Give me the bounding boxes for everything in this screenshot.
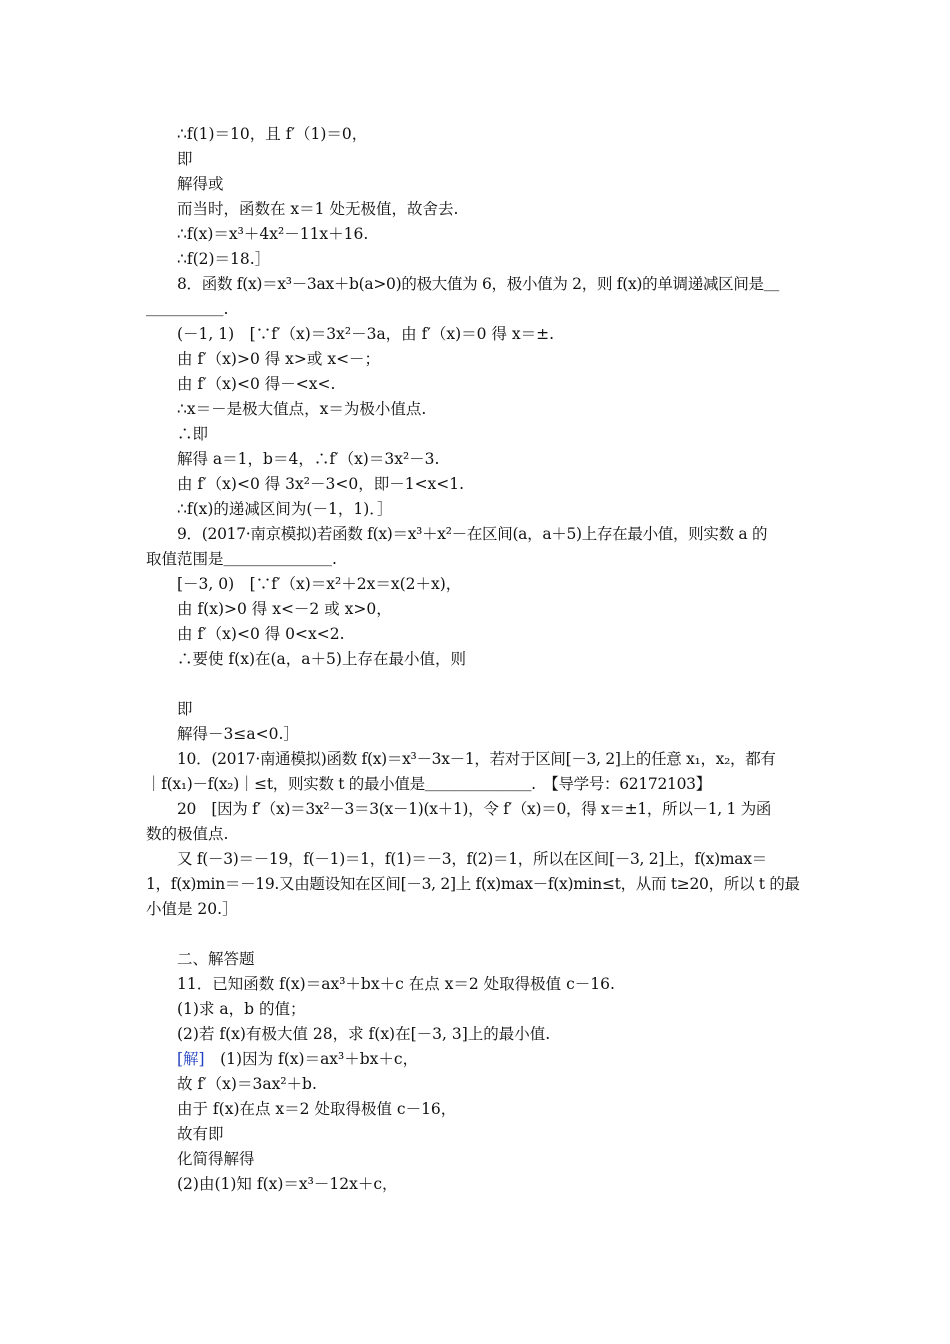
- text-line: ∴x＝－是极大值点，x＝为极小值点.: [177, 400, 427, 418]
- question-10: 10．(2017·南通模拟)函数 f(x)＝x³－3x－1，若对于区间[－3, 2]上的任意 x₁，x₂，都有: [177, 750, 776, 768]
- text-line: ∴f(x)＝x³＋4x²－11x＋16.: [177, 225, 369, 243]
- text-line: 即: [177, 150, 193, 168]
- answer-line: [－3, 0) [∵f′（x)＝x²＋2x＝x(2＋x)，: [177, 575, 462, 593]
- answer-line: (－1, 1) [∵f′（x)＝3x²－3a，由 f′（x)＝0 得 x＝±.: [177, 325, 555, 343]
- text-line: ∴f(x)的递减区间为(－1，1)．］: [177, 500, 393, 518]
- text-line: ∴要使 f(x)在(a，a＋5)上存在最小值，则: [177, 650, 466, 668]
- text-line: 而当时，函数在 x＝1 处无极值，故舍去.: [177, 200, 459, 218]
- answer-line: 20 [因为 f′（x)＝3x²－3＝3(x－1)(x＋1)，令 f′（x)＝0，得 x＝±1，所以－1, 1 为函: [177, 800, 772, 818]
- section-heading: 二、解答题: [177, 950, 255, 968]
- question-8: 8．函数 f(x)＝x³－3ax＋b(a>0)的极大值为 6，极小值为 2，则 f(x)的单调递减区间是＿: [177, 275, 779, 293]
- text-line: 化简得解得: [177, 1150, 255, 1168]
- text-line: 1，f(x)min＝－19.又由题设知在区间[－3, 2]上 f(x)max－f(x)min≤t，从而 t≥20，所以 t 的最: [146, 875, 800, 893]
- question-9: 9．(2017·南京模拟)若函数 f(x)＝x³＋x²－在区间(a，a＋5)上存在最小值，则实数 a 的: [177, 525, 768, 543]
- text-line: 解得 a＝1，b＝4，∴f′（x)＝3x²－3.: [177, 450, 440, 468]
- text-line: 故 f′（x)＝3ax²＋b.: [177, 1075, 317, 1093]
- text-line: (2)由(1)知 f(x)＝x³－12x＋c，: [177, 1175, 398, 1193]
- text-line: 由于 f(x)在点 x＝2 处取得极值 c－16，: [177, 1100, 457, 1118]
- text-line: 即: [177, 700, 193, 718]
- text-line: 由 f′（x)<0 得 0<x<2.: [177, 625, 345, 643]
- text-line: 由 f′（x)<0 得 3x²－3<0，即－1<x<1.: [177, 475, 465, 493]
- text-line: ∴即: [177, 425, 209, 443]
- solution-text: (1)因为 f(x)＝ax³＋bx＋c，: [204, 1050, 419, 1068]
- text-line: 又 f(－3)＝－19，f(－1)＝1，f(1)＝－3，f(2)＝1，所以在区间[－3, 2]上，f(x)max＝: [177, 850, 767, 868]
- text-line: 小值是 20.］: [146, 900, 238, 918]
- text-line: 数的极值点.: [146, 825, 229, 843]
- text-line: (2)若 f(x)有极大值 28，求 f(x)在[－3, 3]上的最小值.: [177, 1025, 551, 1043]
- text-line: 故有即: [177, 1125, 224, 1143]
- answer-blank: ＿＿＿＿＿.: [146, 300, 229, 318]
- text-line: 解得－3≤a<0.］: [177, 725, 299, 743]
- text-line: 取值范围是＿＿＿＿＿＿＿.: [146, 550, 337, 568]
- text-line: 由 f′（x)>0 得 x>或 x<－；: [177, 350, 381, 368]
- question-11: 11．已知函数 f(x)＝ax³＋bx＋c 在点 x＝2 处取得极值 c－16.: [177, 975, 615, 993]
- text-line: ∴f(2)＝18.］: [177, 250, 271, 268]
- text-line: ∴f(1)＝10，且 f′（1)＝0，: [177, 125, 368, 143]
- text-line: 由 f(x)>0 得 x<－2 或 x>0，: [177, 600, 392, 618]
- text-line: 由 f′（x)<0 得－<x<.: [177, 375, 336, 393]
- text-line: ｜f(x₁)－f(x₂)｜≤t，则实数 t 的最小值是＿＿＿＿＿＿＿. 【导学号：62172103】: [146, 775, 711, 793]
- solution-label: [解]: [177, 1050, 205, 1068]
- text-line: 解得或: [177, 175, 224, 193]
- text-line: (1)求 a，b 的值；: [177, 1000, 306, 1018]
- solution-line: [177, 1049, 810, 1069]
